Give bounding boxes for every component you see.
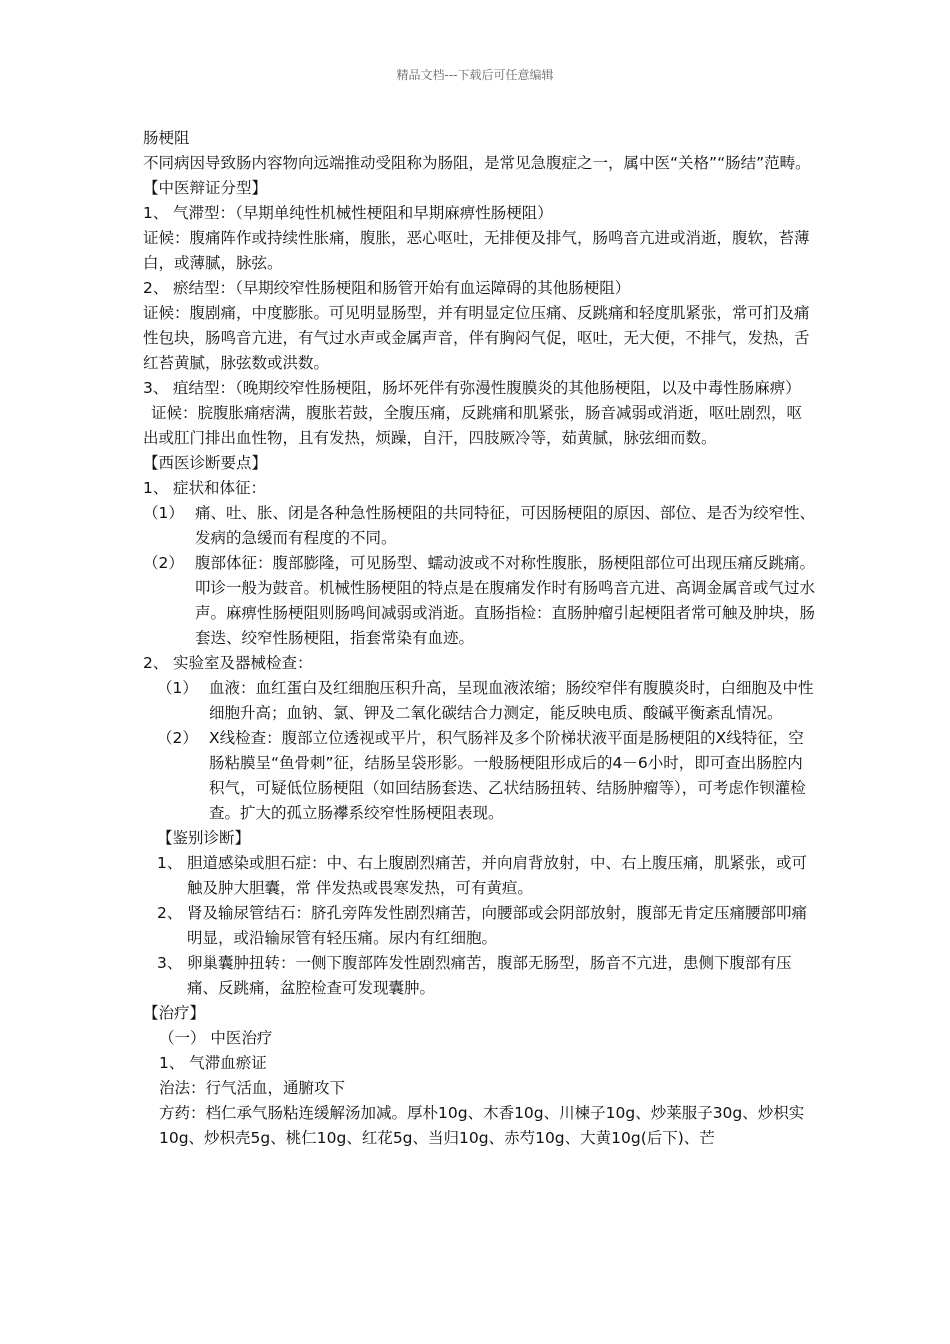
- treat-subheading: （一） 中医治疗: [159, 1029, 273, 1047]
- doc-title: 肠梗阻: [143, 129, 190, 147]
- tcm-type-3-symptom: 证候：脘腹胀痛痞满，腹胀若鼓，全腹压痛，反跳痛和肌紧张，肠音减弱或消逝，呕吐剧烈，呕出或肛门排出血性物，且有发热，烦躁，自汗，四肢厥冷等，茹黄腻，脉弦细而数。: [143, 404, 803, 447]
- tcm-type-2-symptom: 证候：腹剧痛，中度膨胀。可见明显肠型，并有明显定位压痛、反跳痛和轻度肌紧张，常可扪及痛性包块，肠鸣音亢进，有气过水声或金属声音，伴有胸闷气促，呕吐，无大便，不排气，发热，舌红苔黄腻，脉弦数或洪数。: [143, 304, 810, 372]
- wm-section-1-title: 1、 症状和体征：: [143, 479, 267, 497]
- treat-formula: 方药：档仁承气肠粘连缓解汤加减。厚朴10g、木香10g、川楝子10g、炒莱服子30g、炒枳实10g、炒枳壳5g、桃仁10g、红花5g、当归10g、赤芍10g、大黄10g(后下)、芒: [159, 1104, 805, 1147]
- treat-method: 治法：行气活血，通腑攻下: [159, 1079, 346, 1097]
- tcm-type-3-title: 3、 疽结型：（晚期绞窄性肠梗阻，肠坏死伴有弥漫性腹膜炎的其他肠梗阻，以及中毒性肠麻痹）: [143, 379, 801, 397]
- wm-section-2-title: 2、 实验室及器械检查：: [143, 654, 313, 672]
- intro-paragraph: 不同病因导致肠内容物向远端推动受阻称为肠阻，是常见急腹症之一，属中医“关格”“肠结”范畴。: [143, 154, 811, 172]
- diff-heading: 【鉴别诊断】: [157, 829, 251, 847]
- treat-item-title: 1、 气滞血瘀证: [159, 1054, 267, 1072]
- diff-item-3: 3、 卵巢囊肿扭转：一侧下腹部阵发性剧烈痛苦，腹部无肠型，肠音不亢进，患侧下腹部有压痛、反跳痛，盆腔检查可发现囊肿。: [157, 954, 792, 997]
- wm-section-2-item-2: （2） X线检查：腹部立位透视或平片，积气肠袢及多个阶梯状液平面是肠梗阻的X线特征，空肠粘膜呈“鱼骨刺”征，结肠呈袋形影。一般肠梗阻形成后的4－6小时，即可查出肠腔内积气，可疑低位肠梗阻（如回结肠套迭、乙状结肠扭转、结肠肿瘤等），可考虑作钡灌检查。扩大的孤立肠襻系绞窄性肠梗阻表现。: [157, 729, 806, 822]
- wm-section-2-item-1: （1） 血液：血红蛋白及红细胞压积升高，呈现血液浓缩；肠绞窄伴有腹膜炎时，白细胞及中性细胞升高；血钠、氯、钾及二氧化碳结合力测定，能反映电质、酸碱平衡紊乱情况。: [157, 679, 814, 722]
- diff-item-2: 2、 肾及输尿管结石：脐孔旁阵发性剧烈痛苦，向腰部或会阴部放射，腹部无肯定压痛腰部叩痛明显，或沿输尿管有轻压痛。尿内有红细胞。: [157, 904, 808, 947]
- wm-section-1-item-1: （1） 痛、吐、胀、闭是各种急性肠梗阻的共同特征，可因肠梗阻的原因、部位、是否为绞窄性、发病的急缓而有程度的不同。: [143, 504, 816, 547]
- wm-section-1-item-2: （2） 腹部体征：腹部膨隆，可见肠型、蠕动波或不对称性腹胀，肠梗阻部位可出现压痛反跳痛。叩诊一般为鼓音。机械性肠梗阻的特点是在腹痛发作时有肠鸣音亢进、高调金属音或气过水声。麻痹性肠梗阻则肠鸣间减弱或消逝。直肠指检：直肠肿瘤引起梗阻者常可触及肿块，肠套迭、绞窄性肠梗阻，指套常染有血迹。: [143, 554, 816, 647]
- tcm-type-1-symptom: 证候：腹痛阵作或持续性胀痛，腹胀，恶心呕吐，无排便及排气，肠鸣音亢进或消逝，腹软，苔薄白，或薄腻，脉弦。: [143, 229, 810, 272]
- page-header: 精品文档---下载后可任意编辑: [396, 68, 554, 82]
- wm-heading: 【西医诊断要点】: [143, 454, 268, 472]
- tcm-type-2-title: 2、 瘀结型：（早期绞窄性肠梗阻和肠管开始有血运障碍的其他肠梗阻）: [143, 279, 631, 297]
- document-body: [143, 126, 815, 1151]
- tcm-type-1-title: 1、 气滞型：（早期单纯性机械性梗阻和早期麻痹性肠梗阻）: [143, 204, 553, 222]
- diff-item-1: 1、 胆道感染或胆石症：中、右上腹剧烈痛苦，并向肩背放射，中、右上腹压痛，肌紧张，或可触及肿大胆囊，常 伴发热或畏寒发热，可有黄疸。: [157, 854, 808, 897]
- tcm-heading: 【中医辩证分型】: [143, 179, 268, 197]
- treat-heading: 【治疗】: [143, 1004, 206, 1022]
